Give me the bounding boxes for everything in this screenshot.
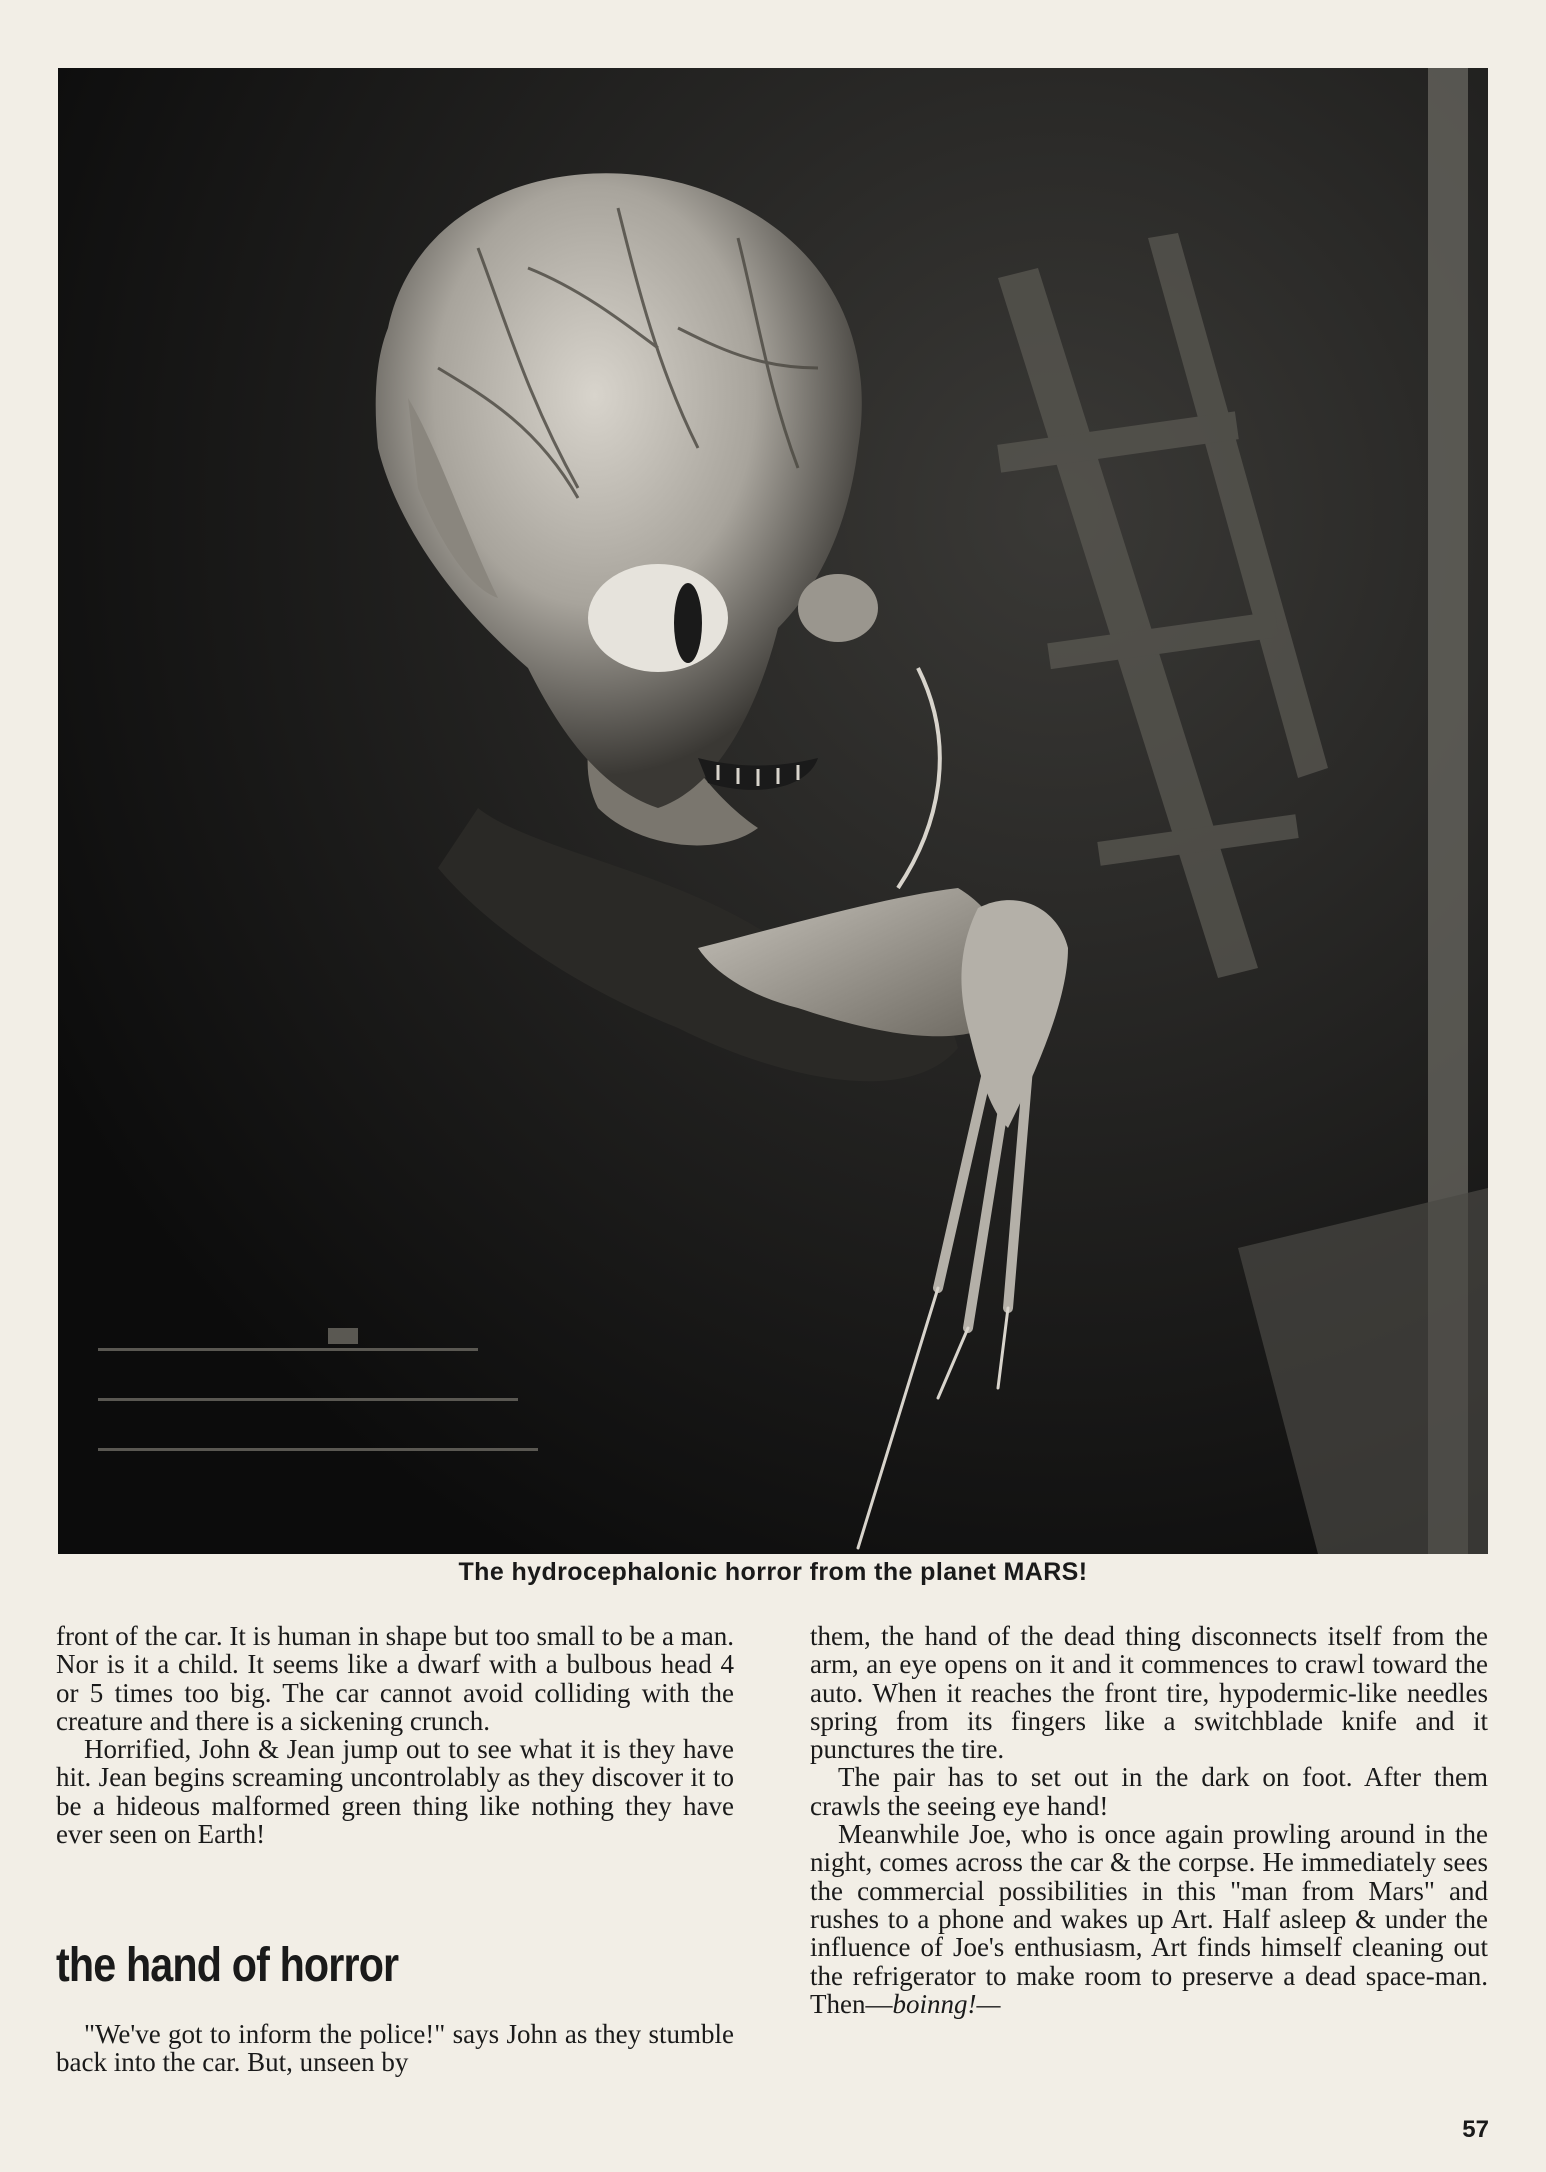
paragraph — [810, 1820, 1488, 2018]
paragraph: "We've got to inform the police!" says John as they stumble back into the car. But, unseen by — [56, 2019, 734, 2078]
photo-caption: The hydrocephalonic horror from the planet MARS! — [458, 1558, 1088, 1586]
page-number: 57 — [1462, 2116, 1489, 2143]
left-column — [56, 1622, 734, 1848]
paragraph: Horrified, John & Jean jump out to see what it is they have hit. Jean begins screaming uncontrolably as they discover it to be a hideous malformed green thing like nothing they have ever seen on Earth! — [56, 1734, 734, 1850]
alien-creature-illustration — [58, 68, 1488, 1554]
paragraph: them, the hand of the dead thing disconnects itself from the arm, an eye opens on it and it commences to crawl toward the auto. When it reaches the front tire, hypodermic-like needles spring from its fingers like a switchblade knife and it punctures the tire. — [810, 1621, 1488, 1765]
paragraph: The pair has to set out in the dark on foot. After them crawls the seeing eye hand! — [810, 1762, 1488, 1821]
paragraph-emphasis: boinng!— — [892, 1988, 1001, 2019]
left-column-lower — [56, 2020, 734, 2077]
section-heading: the hand of horror — [56, 1939, 399, 1992]
paragraph-text: Meanwhile Joe, who is once again prowling around in the night, comes across the car & the corpse. He immediately sees the commercial possibilities in this "man from Mars" and rushes to a phone and wakes up Art. Half asleep & under the influence of Joe's enthusiasm, Art finds himself cleaning out the refrigerator to make room to preserve a dead space-man. Then— — [810, 1819, 1488, 2019]
right-column — [810, 1622, 1488, 2018]
alien-creature-photo — [58, 68, 1488, 1554]
paragraph: front of the car. It is human in shape but too small to be a man. Nor is it a child. It seems like a dwarf with a bulbous head 4 or 5 times too big. The car cannot avoid colliding with the creature and there is a sickening crunch. — [56, 1621, 734, 1736]
